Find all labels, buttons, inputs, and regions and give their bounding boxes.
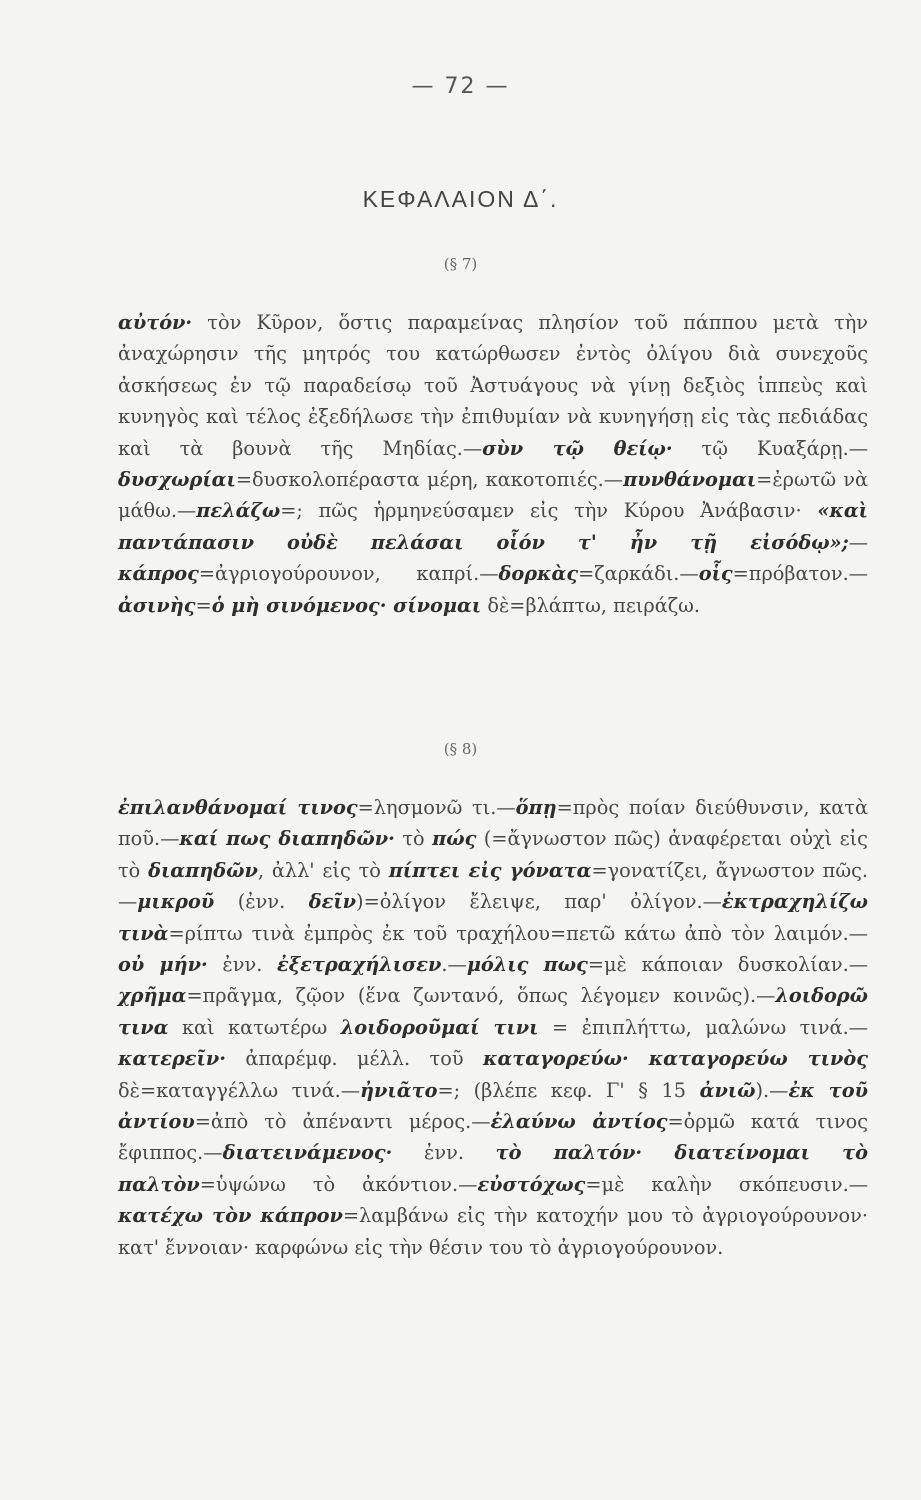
lemma-term: πελάζω <box>196 499 281 523</box>
gloss-text: =πρὸς ποίαν διεύθυνσιν, κατὰ ποῦ.— <box>118 796 868 851</box>
gloss-text: ἀπαρέμφ. μέλλ. τοῦ <box>225 1047 483 1071</box>
lemma-term: ἐπιλανθάνομαί τινος <box>118 796 358 819</box>
commentary-paragraph <box>118 792 868 1263</box>
section-label: (§ 7) <box>443 255 478 273</box>
lemma-term: τὸ παλτόν· διατείνομαι τὸ παλτὸν <box>118 1141 868 1196</box>
lemma-term: ἐξετραχήλισεν <box>277 953 442 977</box>
gloss-text: δὲ=καταγγέλλω τινά.— <box>118 1078 361 1102</box>
lemma-term: ὁ μὴ σινόμενος· σίνομαι <box>211 593 482 617</box>
gloss-text: =ζαρκάδι.— <box>578 562 699 586</box>
lemma-term: κάπρος <box>118 562 199 586</box>
lemma-term: διατεινάμενος· <box>222 1141 393 1165</box>
gloss-text: =πρόβατον.— <box>732 562 868 586</box>
gloss-text: = <box>195 593 212 617</box>
lemma-term: ἐκτραχηλίζω τινὰ <box>118 890 869 945</box>
lemma-term: οὐ μήν· <box>118 953 208 977</box>
lemma-term: κατέχω τὸν κάπρον <box>118 1204 343 1228</box>
chapter-title: ΚΕΦΑΛΑΙΟΝ Δ΄. <box>362 186 559 212</box>
gloss-text: ἐνν. <box>392 1141 496 1165</box>
gloss-text: =ἀπὸ τὸ ἀπέναντι μέρος.— <box>194 1110 491 1134</box>
gloss-text: =ἀγριογούρουνον, καπρί.— <box>198 562 499 586</box>
lemma-term: λοιδορῶ τινα <box>118 984 868 1039</box>
gloss-text: =λαμβάνω εἰς τὴν κατοχήν μου τὸ ἀγριογούρουνον· κατ' ἔννοιαν· καρφώνω εἰς τὴν θέσιν του τὸ ἀγριογούρουνον. <box>118 1204 868 1259</box>
gloss-text: , ἀλλ' εἰς τὸ <box>257 858 389 882</box>
gloss-text: =ὑψώνω τὸ ἀκόντιον.— <box>199 1172 478 1196</box>
lemma-term: σὺν τῷ θείῳ· <box>482 436 673 460</box>
gloss-text: =δυσκολοπέραστα μέρη, κακοτοπιές.— <box>235 468 624 492</box>
gloss-text: =γονατίζει, ἄγνωστον πῶς.— <box>118 858 868 914</box>
gloss-text: τὸν Κῦρον, ὅστις παραμείνας πλησίον τοῦ πάππου μετὰ τὴν ἀναχώρησιν τῆς μητρός του κατώρθωσεν ἐντὸς ὀλίγου διὰ συνεχοῦς ἀσκήσεως ἐν τῷ παραδείσῳ τοῦ Ἀστυάγους νὰ γίνῃ δεξιὸς ἱππεὺς καὶ κυνηγὸς καὶ τέλος ἐξεδήλωσε τὴν ἐπιθυμίαν νὰ κυνηγήσῃ εἰς τὰς πεδιάδας καὶ τὰ βουνὰ τῆς Μηδίας.— <box>118 311 868 460</box>
lemma-term: δεῖν <box>308 890 357 914</box>
gloss-text: (=ἄγνωστον πῶς) ἀναφέρεται οὐχὶ εἰς τὸ <box>118 827 868 882</box>
gloss-text: =ὁρμῶ κατά τινος ἔφιππος.— <box>118 1110 868 1165</box>
lemma-term: διαπηδῶν <box>148 858 258 882</box>
gloss-text: ἐνν. <box>207 953 278 977</box>
lemma-term: μικροῦ <box>137 890 215 914</box>
lemma-term: ὅπῃ <box>515 796 557 819</box>
lemma-term: ἐκ τοῦ ἀντίου <box>118 1078 868 1134</box>
gloss-text: τῷ Κυαξάρῃ.— <box>672 436 869 460</box>
gloss-text: = ἐπιπλήττω, μαλώνω τινά.— <box>538 1015 868 1039</box>
gloss-text: =; πῶς ἡρμηνεύσαμεν εἰς τὴν Κύρου Ἀνάβασιν· <box>280 499 818 523</box>
gloss-text: =λησμονῶ τι.— <box>357 796 516 819</box>
gloss-text: .— <box>441 953 467 977</box>
lemma-term: ἠνιᾶτο <box>360 1078 438 1102</box>
lemma-term: πίπτει εἰς γόνατα <box>388 858 592 882</box>
lemma-term: εὐστόχως <box>477 1172 586 1196</box>
lemma-term: καί πως διαπηδῶν· <box>179 827 395 851</box>
gloss-text: τὸ <box>394 827 433 851</box>
gloss-text: =μὲ κάποιαν δυσκολίαν.— <box>587 953 868 977</box>
lemma-term: ἐλαύνω ἀντίος <box>490 1110 668 1134</box>
lemma-term: δυσχωρίαι <box>118 468 236 492</box>
lemma-term: ἀνιῶ <box>699 1078 756 1102</box>
gloss-text: (ἐνν. <box>214 890 309 914</box>
gloss-text: )=ὀλίγον ἔλειψε, παρ' ὀλίγον.— <box>356 890 722 914</box>
gloss-text: δὲ=βλάπτω, πειράζω. <box>481 593 701 617</box>
lemma-term: ἀσινὴς <box>118 593 196 617</box>
lemma-term: καταγορεύω· καταγορεύω τινὸς <box>483 1047 868 1071</box>
gloss-text: =ρίπτω τινὰ ἐμπρὸς ἐκ τοῦ τραχήλου=πετῶ κάτω ἀπὸ τὸν λαιμόν.— <box>168 921 868 945</box>
lemma-term: πυνθάνομαι <box>623 468 757 492</box>
section-label: (§ 8) <box>443 740 478 758</box>
page-number: — 72 — <box>411 74 510 99</box>
lemma-term: πώς <box>432 827 477 851</box>
lemma-term: κατερεῖν· <box>118 1047 226 1071</box>
gloss-text: — <box>848 530 868 554</box>
lemma-term: δορκὰς <box>498 562 579 586</box>
lemma-term: οἷς <box>698 562 733 586</box>
lemma-term: λοιδοροῦμαί τινι <box>340 1015 539 1039</box>
lemma-term: αὐτόν· <box>118 311 193 334</box>
lemma-term: χρῆμα <box>118 984 187 1008</box>
commentary-paragraph <box>118 307 868 621</box>
lemma-term: «καὶ παντάπασιν οὐδὲ πελάσαι οἷόν τ' ἦν τῇ εἰσόδῳ»; <box>118 499 868 554</box>
lemma-term: μόλις πως <box>466 953 588 977</box>
gloss-text: ).— <box>755 1078 789 1102</box>
gloss-text: =ἐρωτῶ νὰ μάθω.— <box>118 468 868 523</box>
gloss-text: =; (βλέπε κεφ. Γ' § 15 <box>437 1078 700 1102</box>
gloss-text: =πρᾶγμα, ζῷον (ἕνα ζωντανό, ὅπως λέγομεν κοινῶς).— <box>186 984 776 1008</box>
gloss-text: =μὲ καλὴν σκόπευσιν.— <box>585 1172 868 1196</box>
gloss-text: καὶ κατωτέρω <box>168 1015 341 1039</box>
